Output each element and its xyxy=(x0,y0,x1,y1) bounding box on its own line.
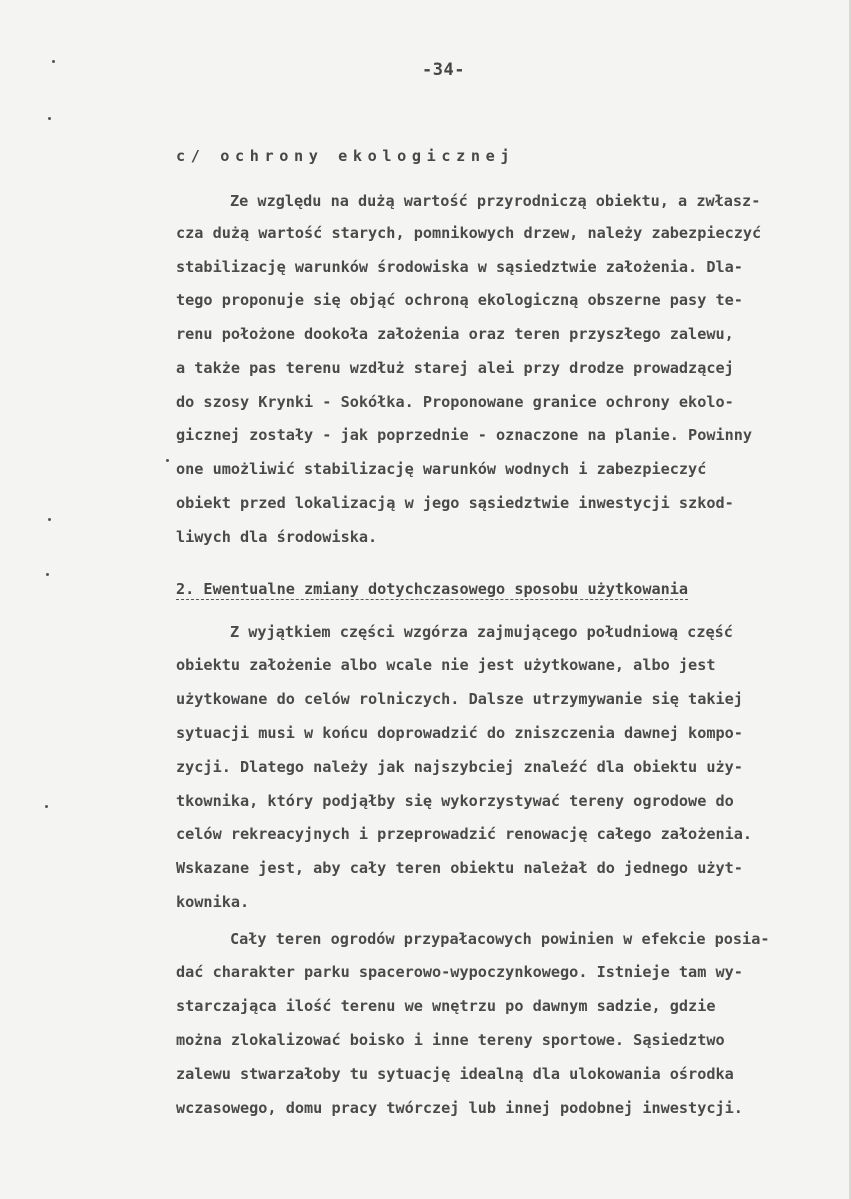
text-line: tkownika, który podjąłby się wykorzystywać tereny ogrodowe do xyxy=(176,792,734,810)
section-heading-2: 2. Ewentualne zmiany dotychczasowego sposobu użytkowania xyxy=(176,580,689,598)
text-line: zycji. Dlatego należy jak najszybciej znaleźć dla obiektu uży- xyxy=(176,758,743,776)
text-line: Cały teren ogrodów przypałacowych powinien w efekcie posia- xyxy=(230,930,770,948)
text-line: obiektu założenie albo wcale nie jest użytkowane, albo jest xyxy=(176,656,716,674)
text-line: obiekt przed lokalizacją w jego sąsiedztwie inwestycji szkod- xyxy=(176,494,734,512)
text-line: kownika. xyxy=(176,893,250,911)
margin-speck xyxy=(46,573,49,576)
margin-speck xyxy=(48,518,51,521)
text-line: renu położone dookoła założenia oraz teren przyszłego zalewu, xyxy=(176,325,734,343)
section-heading-ochrony: c/ ochrony ekologicznej xyxy=(176,147,516,165)
text-line: sytuacji musi w końcu doprowadzić do zniszczenia dawnej kompo- xyxy=(176,724,743,742)
text-line: gicznej zostały - jak poprzednie - oznaczone na planie. Powinny xyxy=(176,426,753,444)
margin-speck xyxy=(48,117,51,120)
text-line: one umożliwić stabilizację warunków wodnych i zabezpieczyć xyxy=(176,460,707,478)
text-line: do szosy Krynki - Sokółka. Proponowane granice ochrony ekolo- xyxy=(176,393,734,411)
text-line: Wskazane jest, aby cały teren obiektu należał do jednego użyt- xyxy=(176,859,743,877)
text-line: starczająca ilość terenu we wnętrzu po dawnym sadzie, gdzie xyxy=(176,997,716,1015)
text-line: stabilizację warunków środowiska w sąsiedztwie założenia. Dla- xyxy=(176,258,743,276)
margin-speck xyxy=(45,805,48,808)
text-line: cza dużą wartość starych, pomnikowych drzew, należy zabezpieczyć xyxy=(176,224,762,242)
text-line: liwych dla środowiska. xyxy=(176,528,378,546)
text-line: użytkowane do celów rolniczych. Dalsze utrzymywanie się takiej xyxy=(176,690,743,708)
margin-speck xyxy=(166,459,169,462)
text-line: dać charakter parku spacerowo-wypoczynkowego. Istnieje tam wy- xyxy=(176,963,743,981)
margin-speck xyxy=(52,60,55,63)
text-line: Ze względu na dużą wartość przyrodniczą obiektu, a zwłasz- xyxy=(230,192,761,210)
text-line: zalewu stwarzałoby tu sytuację idealną dla ulokowania ośrodka xyxy=(176,1065,734,1083)
text-line: a także pas terenu wzdłuż starej alei przy drodze prowadzącej xyxy=(176,359,734,377)
text-line: tego proponuje się objąć ochroną ekologiczną obszerne pasy te- xyxy=(176,291,743,309)
text-line: celów rekreacyjnych i przeprowadzić renowację całego założenia. xyxy=(176,825,753,843)
page-number: -34- xyxy=(422,60,465,80)
text-line: wczasowego, domu pracy twórczej lub innej podobnej inwestycji. xyxy=(176,1099,743,1117)
text-line: można zlokalizować boisko i inne tereny sportowe. Sąsiedztwo xyxy=(176,1031,725,1049)
text-line: Z wyjątkiem części wzgórza zajmującego południową część xyxy=(230,623,733,641)
